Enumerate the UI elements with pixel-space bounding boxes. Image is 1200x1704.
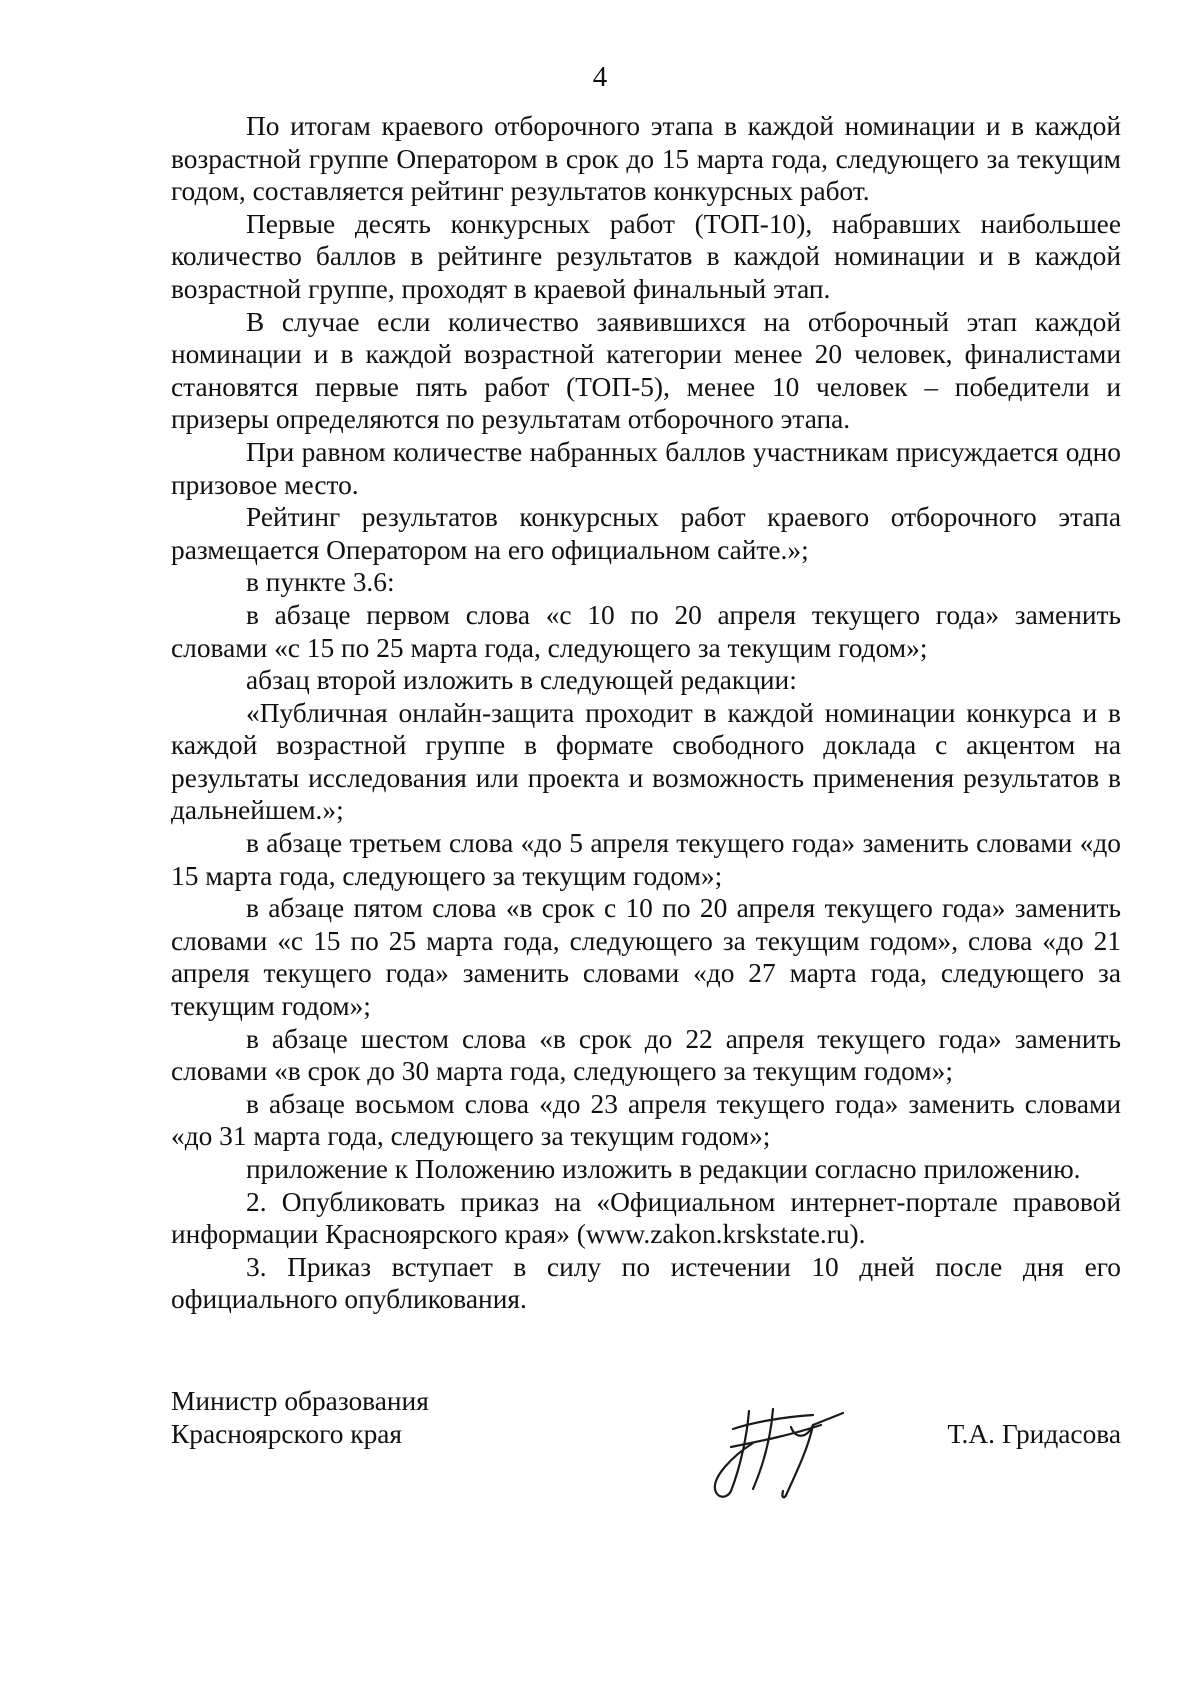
paragraph: Первые десять конкурсных работ (ТОП-10), набравших наибольшее количество баллов в рейтинге результатов в каждой номинации и в каждой возрастной группе, проходят в краевой финальный этап. [171,208,1121,304]
paragraph: в абзаце пятом слова «в срок с 10 по 20 апреля текущего года» заменить словами «с 15 по 25 марта года, следующего за текущим годом», слова «до 21 апреля текущего года» заменить словами «до 27 марта года, следующего за текущим годом»; [171,893,1121,1022]
paragraph: приложение к Положению изложить в редакции согласно приложению. [246,1154,1081,1184]
signatory-title-line: Министр образования [171,1386,429,1416]
paragraph: в пункте 3.6: [246,567,395,598]
paragraph: Рейтинг результатов конкурсных работ краевого отборочного этапа размещается Оператором на его официальном сайте.»; [171,502,1121,565]
paragraph: 3. Приказ вступает в силу по истечении 10 дней после дня его официального опубликования. [171,1251,1121,1315]
paragraph: По итогам краевого отборочного этапа в каждой номинации и в каждой возрастной группе Оператором в срок до 15 марта года, следующего за текущим годом, составляется рейтинг результатов конкурсных работ. [171,111,1121,207]
signatory-name: Т.А. Гридасова [947,1419,1121,1449]
paragraph: абзац второй изложить в следующей редакции: [246,665,797,696]
paragraph: В случае если количество заявившихся на отборочный этап каждой номинации и в каждой возрастной категории менее 20 человек, финалистами становятся первые пять работ (ТОП-5), менее 10 человек – победители и призеры определяются по результатам отборочного этапа. [171,306,1121,435]
paragraph: в абзаце шестом слова «в срок до 22 апреля текущего года» заменить словами «в срок до 30 марта года, следующего за текущим годом»; [171,1023,1121,1087]
paragraph: «Публичная онлайн-защита проходит в каждой номинации конкурса и в каждой возрастной группе в формате свободного доклада с акцентом на результаты исследования или проекта и возможность применения результатов в дальнейшем.»; [171,697,1121,826]
paragraph: в абзаце восьмом слова «до 23 апреля текущего года» заменить словами «до 31 марта года, следующего за текущим годом»; [171,1088,1121,1152]
document-body [171,110,1121,1316]
signature-block [171,1385,1121,1525]
paragraph: в абзаце первом слова «с 10 по 20 апреля текущего года» заменить словами «с 15 по 25 марта года, следующего за текущим годом»; [171,599,1121,663]
signatory-title [171,1385,531,1451]
handwritten-signature-icon [691,1395,861,1505]
page-number: 4 [592,61,608,93]
paragraph: При равном количестве набранных баллов участникам присуждается одно призовое место. [171,436,1121,500]
paragraph: в абзаце третьем слова «до 5 апреля текущего года» заменить словами «до 15 марта года, следующего за текущим годом»; [171,828,1121,891]
paragraph: 2. Опубликовать приказ на «Официальном интернет-портале правовой информации Красноярского края» (www.zakon.krskstate.ru). [171,1186,1121,1250]
signatory-title-line: Красноярского края [171,1419,403,1449]
